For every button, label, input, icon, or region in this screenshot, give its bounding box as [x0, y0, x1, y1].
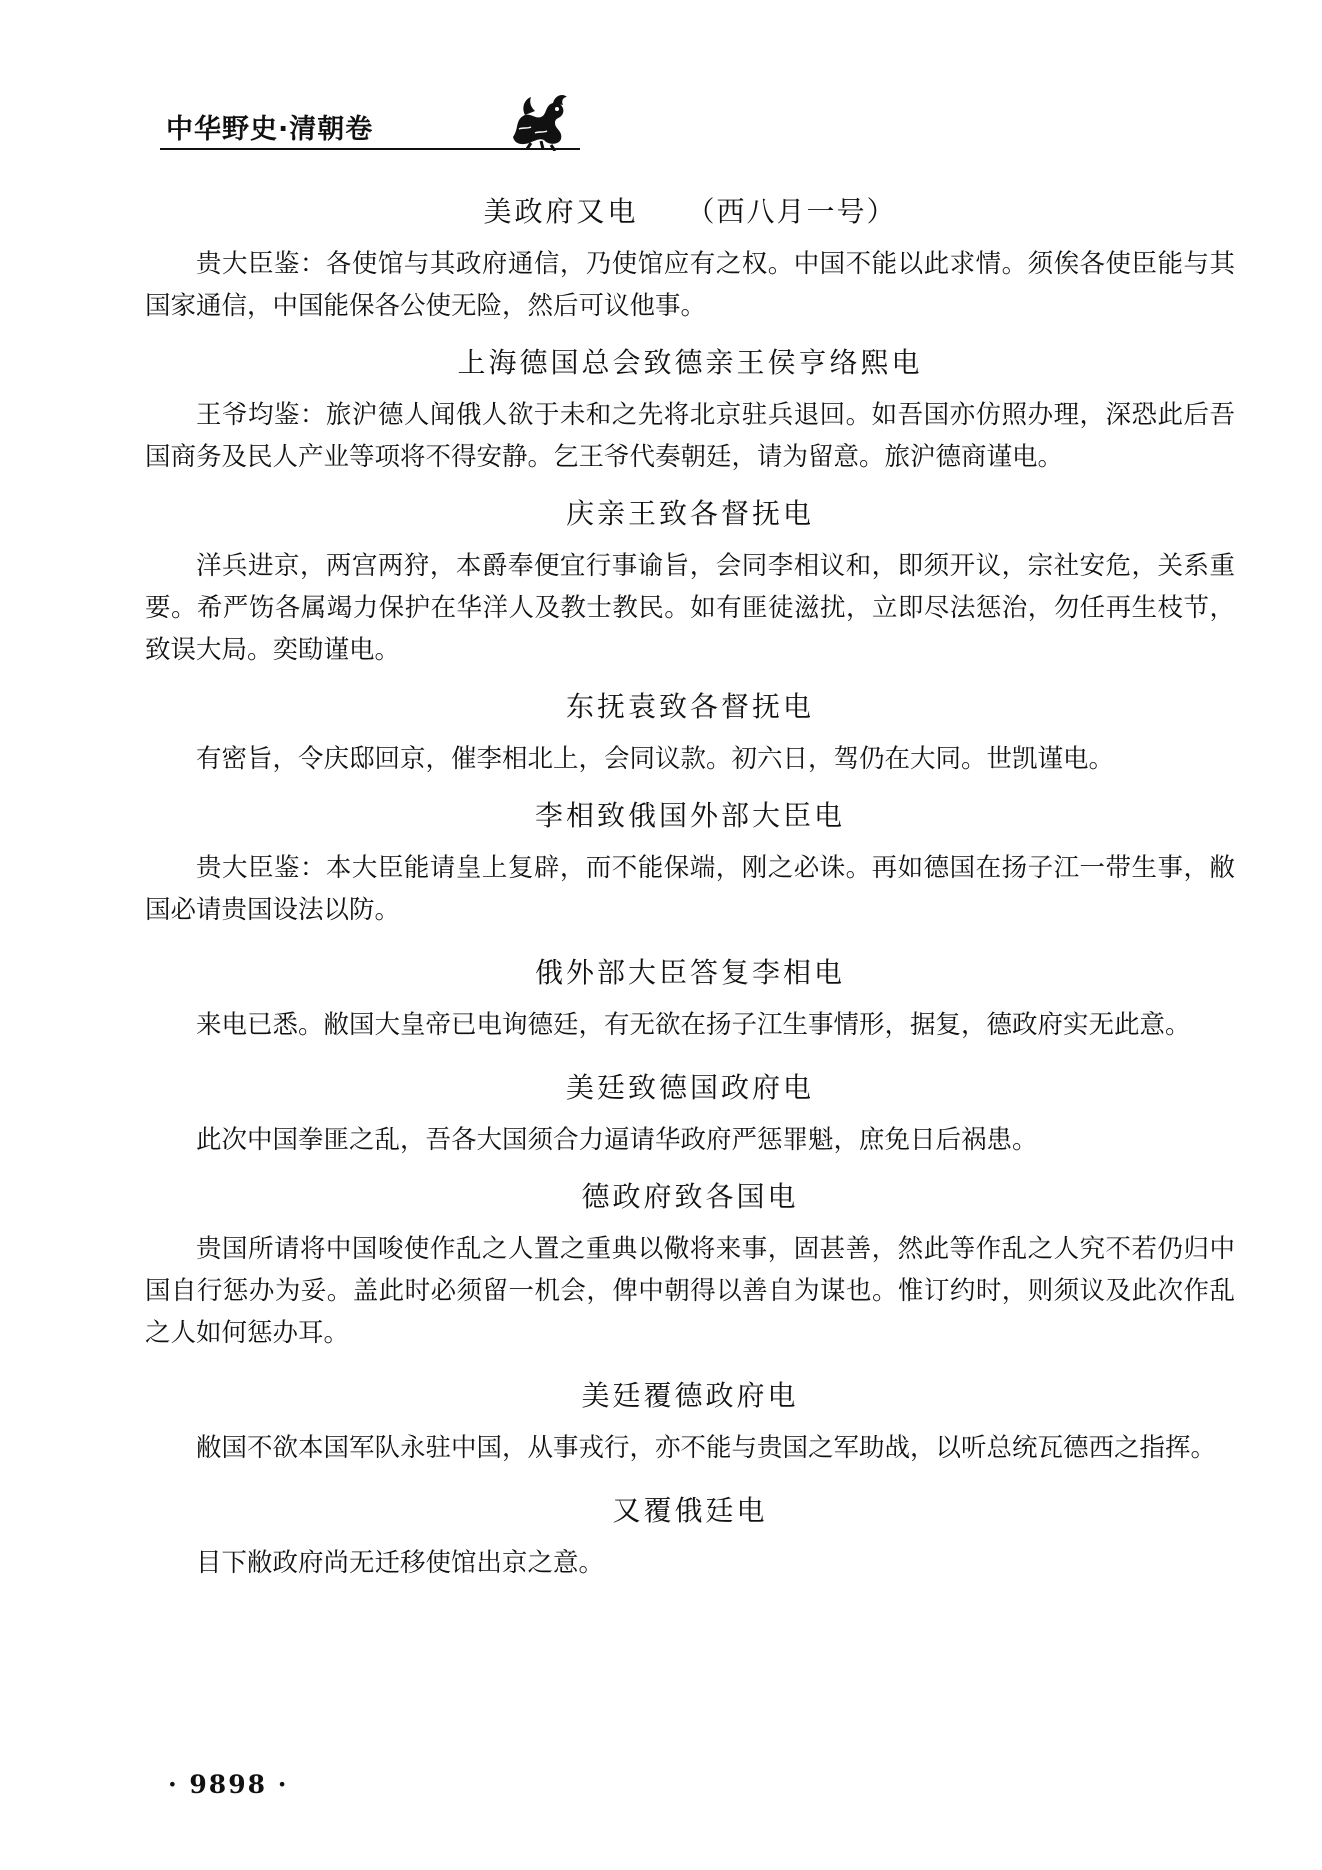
- telegram-section: [145, 341, 1235, 478]
- document-body: [145, 190, 1235, 1598]
- telegram-section: [145, 1489, 1235, 1584]
- telegram-title: [145, 190, 1235, 234]
- telegram-section: [145, 951, 1235, 1046]
- telegram-title: 庆亲王致各督抚电: [565, 497, 814, 530]
- book-title: 中华野史·清朝卷: [166, 114, 374, 145]
- page-number: · 9898 ·: [168, 1770, 289, 1799]
- telegram-section: [145, 492, 1235, 671]
- telegram-body: 贵大臣鉴：各使馆与其政府通信，乃使馆应有之权。中国不能以此求情。须俟各使臣能与其国家通信，中国能保各公使无险，然后可议他事。: [145, 249, 1235, 321]
- telegram-title: 美廷致德国政府电: [565, 1071, 814, 1104]
- telegram-title: 又覆俄廷电: [612, 1494, 768, 1527]
- telegram-title: 俄外部大臣答复李相电: [534, 956, 845, 989]
- telegram-body: 王爷均鉴：旅沪德人闻俄人欲于未和之先将北京驻兵退回。如吾国亦仿照办理，深恐此后吾国商务及民人产业等项将不得安静。乞王爷代奏朝廷，请为留意。旅沪德商谨电。: [145, 400, 1235, 472]
- telegram-title: 德政府致各国电: [581, 1180, 799, 1213]
- telegram-title: 上海德国总会致德亲王侯亨络熙电: [457, 346, 923, 379]
- telegram-section: [145, 190, 1235, 327]
- telegram-section: [145, 1374, 1235, 1469]
- telegram-body: 来电已悉。敝国大皇帝已电询德廷，有无欲在扬子江生事情形，据复，德政府实无此意。: [196, 1010, 1191, 1040]
- telegram-body: 有密旨，令庆邸回京，催李相北上，会同议款。初六日，驾仍在大同。世凯谨电。: [196, 744, 1115, 774]
- telegram-section: [145, 685, 1235, 780]
- page-header: [160, 95, 580, 155]
- telegram-body: 贵大臣鉴：本大臣能请皇上复辟，而不能保端，刚之必诛。再如德国在扬子江一带生事，敝国必请贵国设法以防。: [145, 853, 1235, 925]
- telegram-title: 美廷覆德政府电: [581, 1379, 799, 1412]
- telegram-section: [145, 794, 1235, 931]
- telegram-body: 目下敝政府尚无迁移使馆出京之意。: [196, 1548, 605, 1578]
- telegram-section: [145, 1066, 1235, 1161]
- dragon-emblem-icon: [505, 89, 575, 151]
- telegram-body: 洋兵进京，两宫两狩，本爵奉便宜行事谕旨，会同李相议和，即须开议，宗社安危，关系重要。希严饬各属竭力保护在华洋人及教士教民。如有匪徒滋扰，立即尽法惩治，勿任再生枝节，致误大局。奕劻谨电。: [145, 551, 1235, 665]
- telegram-section: [145, 1175, 1235, 1354]
- telegram-title-text: 美政府又电: [483, 195, 639, 228]
- telegram-body: 敝国不欲本国军队永驻中国，从事戎行，亦不能与贵国之军助战，以听总统瓦德西之指挥。: [196, 1433, 1217, 1463]
- telegram-body: 此次中国拳匪之乱，吾各大国须合力逼请华政府严惩罪魁，庶免日后祸患。: [196, 1125, 1038, 1155]
- header-divider: [160, 148, 580, 150]
- telegram-title: 李相致俄国外部大臣电: [534, 799, 845, 832]
- telegram-body: 贵国所请将中国唆使作乱之人置之重典以儆将来事，固甚善，然此等作乱之人究不若仍归中国自行惩办为妥。盖此时必须留一机会，俾中朝得以善自为谋也。惟订约时，则须议及此次作乱之人如何惩办耳。: [145, 1234, 1235, 1348]
- telegram-date: （西八月一号）: [686, 195, 897, 228]
- telegram-title: 东抚袁致各督抚电: [565, 690, 814, 723]
